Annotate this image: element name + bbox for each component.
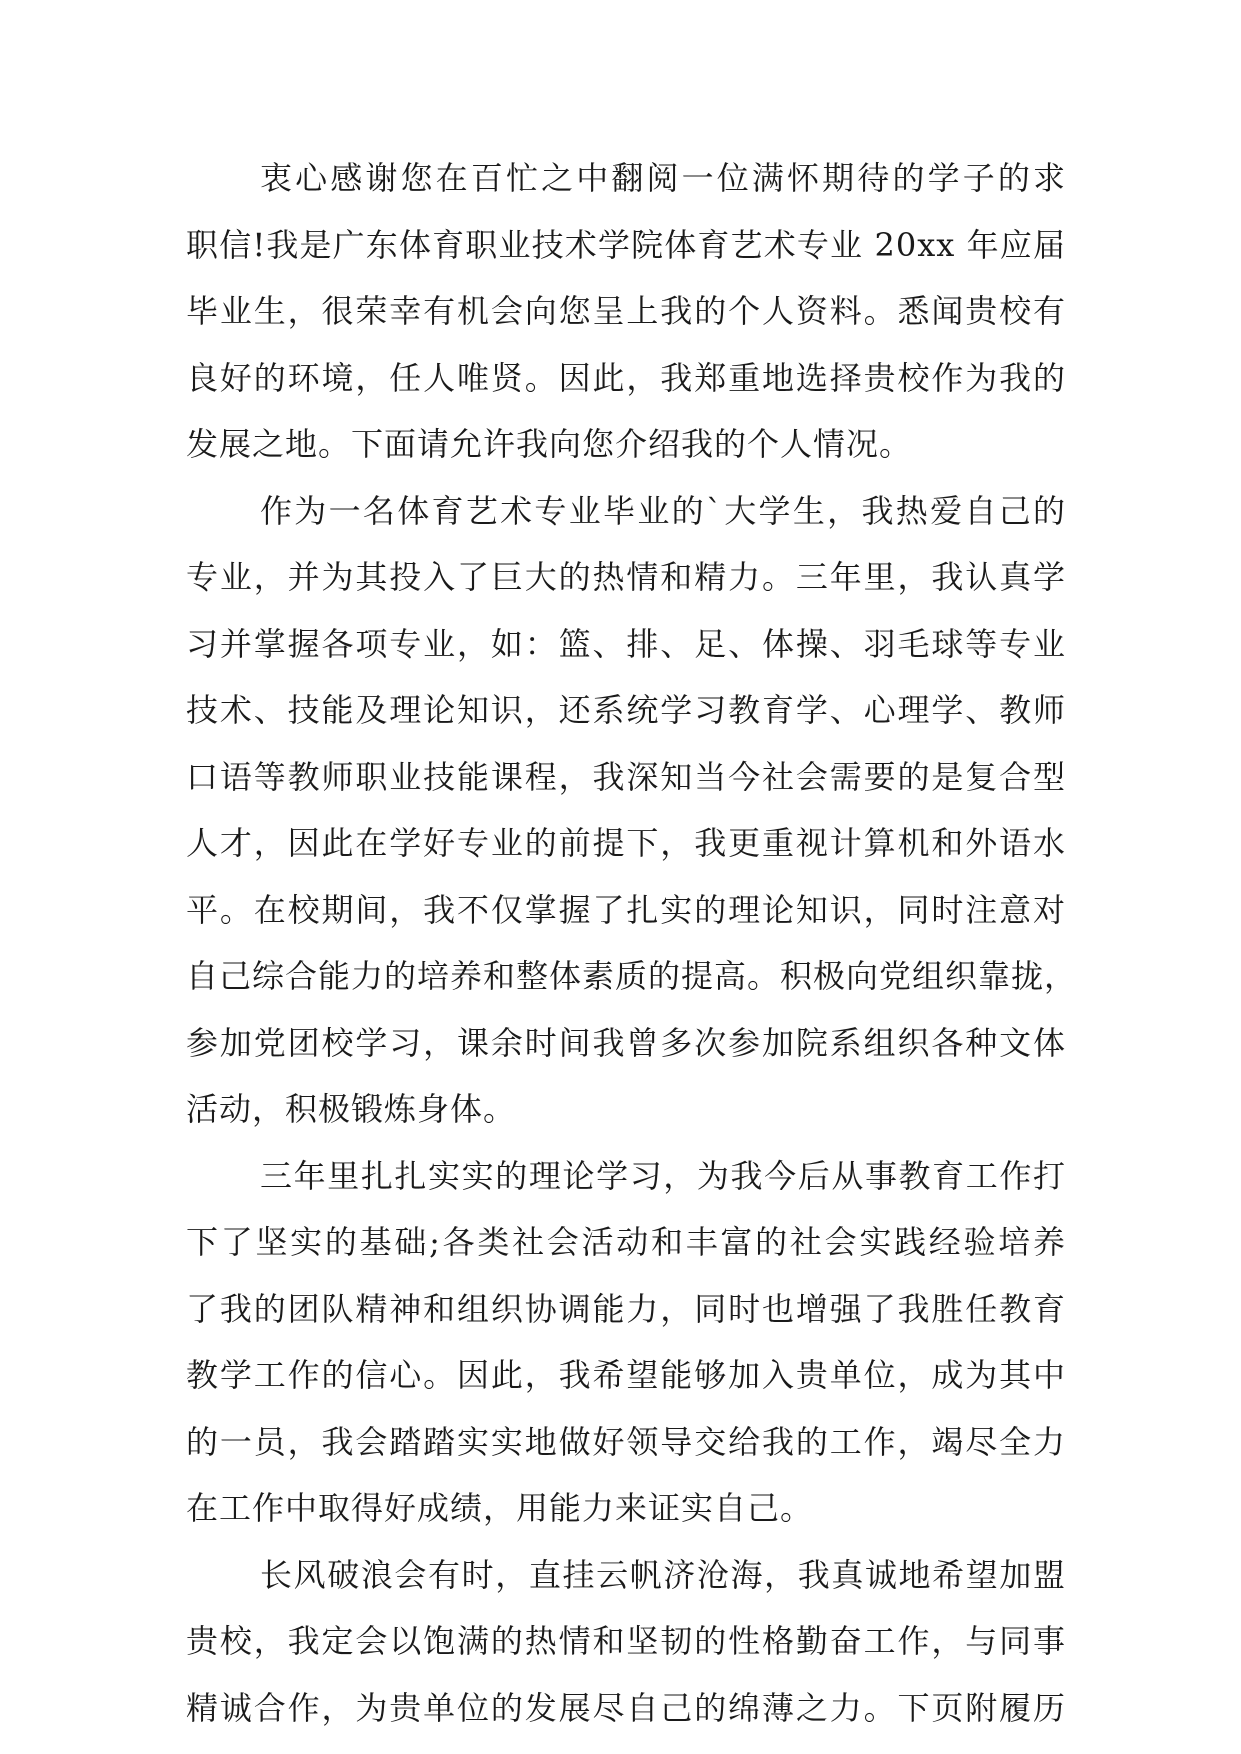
paragraph-line: 参加党团校学习，课余时间我曾多次参加院系组织各种文体 [186,1023,1066,1062]
paragraph-line: 长风破浪会有时，直挂云帆济沧海，我真诚地希望加盟 [260,1555,1066,1594]
paragraph-line: 专业，并为其投入了巨大的热情和精力。三年里，我认真学 [186,558,1066,596]
paragraph-line: 的一员，我会踏踏实实地做好领导交给我的工作，竭尽全力 [186,1422,1066,1461]
paragraph-line: 作为一名体育艺术专业毕业的`大学生，我热爱自己的 [260,491,1066,530]
paragraph-line: 自己综合能力的培养和整体素质的提高。积极向党组织靠拢， [186,957,1078,995]
paragraph-line: 良好的环境，任人唯贤。因此，我郑重地选择贵校作为我的 [186,358,1066,397]
paragraph-line: 贵校，我定会以饱满的热情和坚韧的性格勤奋工作，与同事 [186,1622,1066,1660]
paragraph-1 [186,158,1066,491]
paragraph-line: 职信!我是广东体育职业技术学院体育艺术专业 20xx 年应届 [186,225,1066,264]
paragraph-line: 三年里扎扎实实的理论学习，为我今后从事教育工作打 [260,1156,1066,1195]
paragraph-line: 教学工作的信心。因此，我希望能够加入贵单位，成为其中 [186,1356,1066,1394]
paragraph-line: 平。在校期间，我不仅掌握了扎实的理论知识，同时注意对 [186,890,1066,929]
document-body [186,158,1078,1754]
paragraph-line: 下了坚实的基础;各类社会活动和丰富的社会实践经验培养 [186,1223,1066,1261]
paragraph-line: 了我的团队精神和组织协调能力，同时也增强了我胜任教育 [186,1289,1066,1328]
paragraph-line: 精诚合作，为贵单位的发展尽自己的绵薄之力。下页附履历 [186,1688,1066,1727]
paragraph-2 [186,491,1078,1156]
paragraph-line: 在工作中取得好成绩，用能力来证实自己。 [186,1489,814,1527]
paragraph-line: 活动，积极锻炼身体。 [186,1090,517,1128]
paragraph-line: 习并掌握各项专业，如：篮、排、足、体操、羽毛球等专业 [186,624,1066,663]
paragraph-line: 衷心感谢您在百忙之中翻阅一位满怀期待的学子的求 [260,159,1066,197]
paragraph-line: 口语等教师职业技能课程，我深知当今社会需要的是复合型 [186,757,1066,796]
paragraph-4 [186,1555,1066,1754]
paragraph-line: 发展之地。下面请允许我向您介绍我的个人情况。 [186,425,913,463]
paragraph-line: 技术、技能及理论知识，还系统学习教育学、心理学、教师 [186,691,1066,729]
paragraph-line: 人才，因此在学好专业的前提下，我更重视计算机和外语水 [186,824,1066,862]
paragraph-line: 毕业生，很荣幸有机会向您呈上我的个人资料。悉闻贵校有 [186,292,1066,330]
paragraph-3 [186,1156,1066,1555]
